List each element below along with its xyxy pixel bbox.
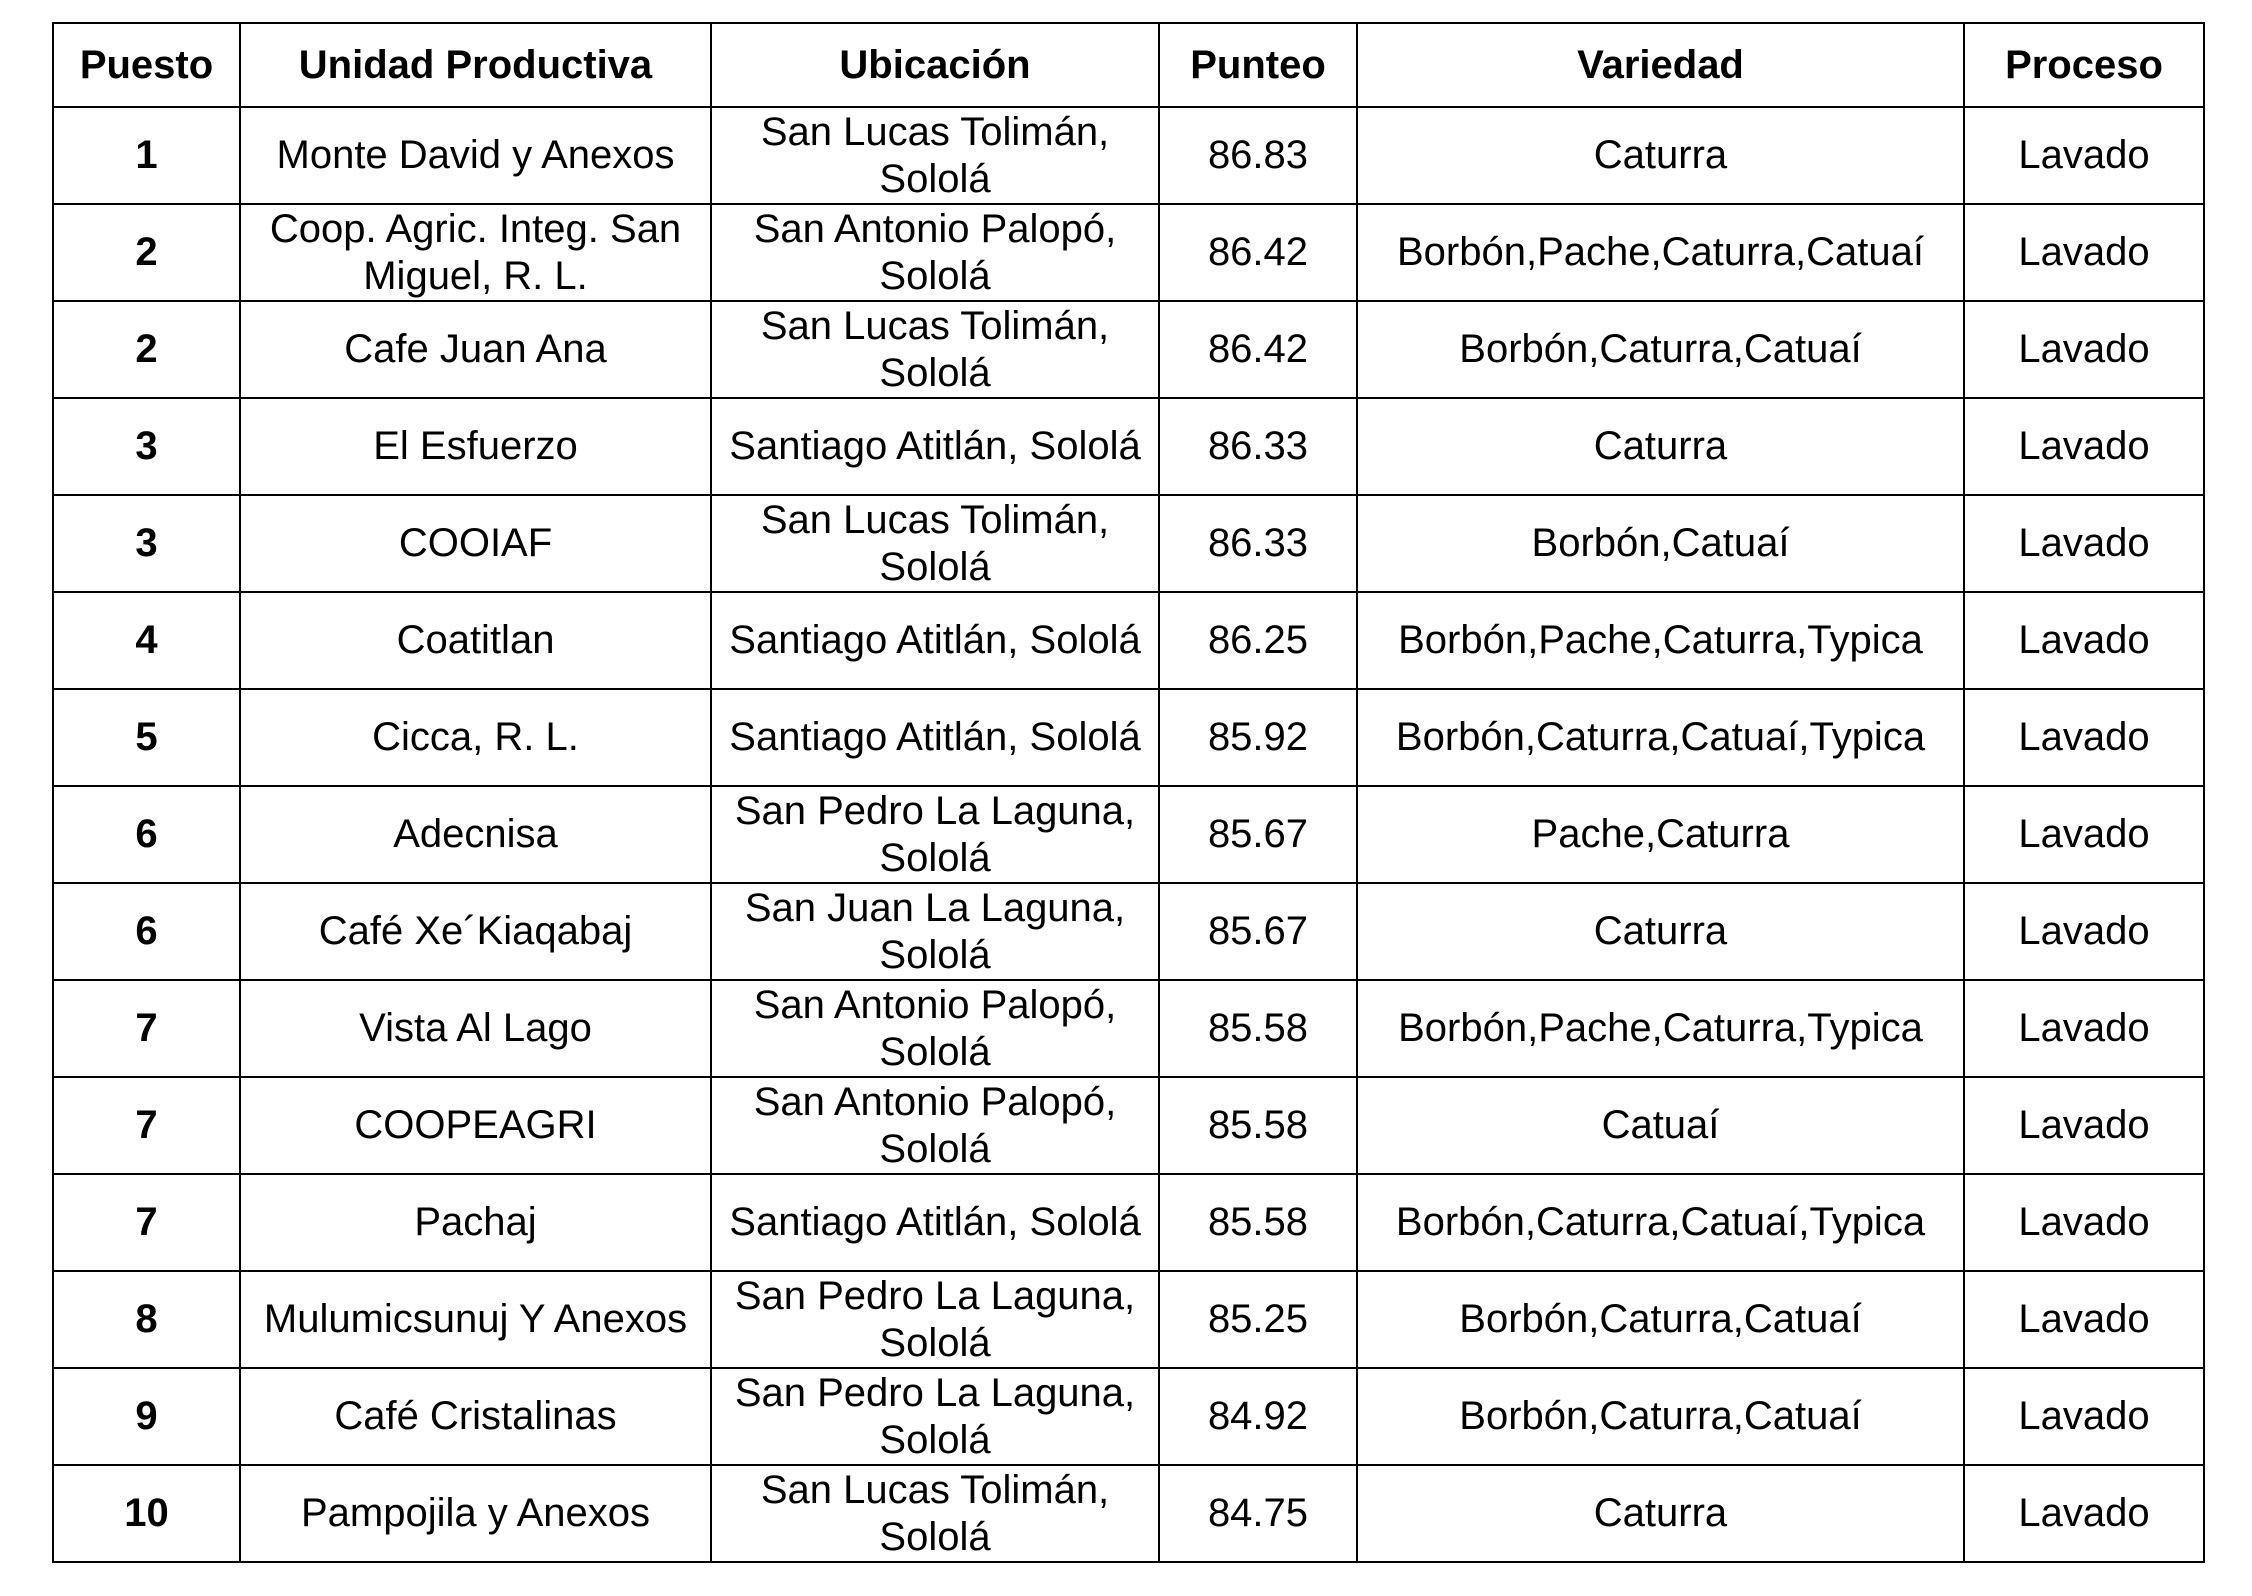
cell-unit: Cafe Juan Ana — [240, 301, 711, 398]
cell-rank: 7 — [53, 1174, 240, 1271]
cell-variety: Borbón,Pache,Caturra,Typica — [1357, 592, 1964, 689]
cell-variety: Caturra — [1357, 398, 1964, 495]
cell-rank: 7 — [53, 980, 240, 1077]
cell-process: Lavado — [1964, 1271, 2204, 1368]
cell-unit: COOIAF — [240, 495, 711, 592]
cell-unit: El Esfuerzo — [240, 398, 711, 495]
cell-score: 85.67 — [1159, 786, 1357, 883]
cell-rank: 1 — [53, 107, 240, 204]
cell-score: 84.92 — [1159, 1368, 1357, 1465]
cell-rank: 4 — [53, 592, 240, 689]
cell-unit: Coop. Agric. Integ. San Miguel, R. L. — [240, 204, 711, 301]
cell-rank: 10 — [53, 1465, 240, 1562]
cell-unit: Café Cristalinas — [240, 1368, 711, 1465]
table-row — [53, 1368, 2204, 1465]
cell-process: Lavado — [1964, 204, 2204, 301]
cell-process: Lavado — [1964, 786, 2204, 883]
cell-rank: 6 — [53, 786, 240, 883]
cell-location: San Lucas Tolimán, Sololá — [711, 107, 1159, 204]
header-rank: Puesto — [53, 23, 240, 107]
cell-location: San Pedro La Laguna, Sololá — [711, 786, 1159, 883]
table-row — [53, 204, 2204, 301]
cell-variety: Borbón,Caturra,Catuaí,Typica — [1357, 689, 1964, 786]
header-unit: Unidad Productiva — [240, 23, 711, 107]
cell-unit: COOPEAGRI — [240, 1077, 711, 1174]
cell-score: 86.33 — [1159, 495, 1357, 592]
cell-rank: 3 — [53, 398, 240, 495]
cell-score: 85.67 — [1159, 883, 1357, 980]
table-row — [53, 883, 2204, 980]
results-table — [52, 22, 2205, 1563]
cell-rank: 2 — [53, 301, 240, 398]
header-variety: Variedad — [1357, 23, 1964, 107]
header-row — [53, 23, 2204, 107]
cell-variety: Borbón,Caturra,Catuaí — [1357, 1271, 1964, 1368]
cell-variety: Caturra — [1357, 107, 1964, 204]
table-row — [53, 495, 2204, 592]
cell-location: San Pedro La Laguna, Sololá — [711, 1368, 1159, 1465]
cell-location: Santiago Atitlán, Sololá — [711, 1174, 1159, 1271]
cell-rank: 5 — [53, 689, 240, 786]
cell-variety: Borbón,Caturra,Catuaí — [1357, 1368, 1964, 1465]
header-score: Punteo — [1159, 23, 1357, 107]
table-row — [53, 1174, 2204, 1271]
table-row — [53, 1077, 2204, 1174]
cell-variety: Borbón,Caturra,Catuaí — [1357, 301, 1964, 398]
cell-score: 85.58 — [1159, 1174, 1357, 1271]
cell-score: 84.75 — [1159, 1465, 1357, 1562]
cell-unit: Mulumicsunuj Y Anexos — [240, 1271, 711, 1368]
cell-process: Lavado — [1964, 301, 2204, 398]
cell-score: 86.83 — [1159, 107, 1357, 204]
table-row — [53, 398, 2204, 495]
table-row — [53, 592, 2204, 689]
cell-location: San Antonio Palopó, Sololá — [711, 980, 1159, 1077]
table-row — [53, 1271, 2204, 1368]
table-row — [53, 786, 2204, 883]
table-row — [53, 1465, 2204, 1562]
cell-unit: Cicca, R. L. — [240, 689, 711, 786]
cell-unit: Café Xe´Kiaqabaj — [240, 883, 711, 980]
cell-variety: Caturra — [1357, 883, 1964, 980]
cell-location: San Antonio Palopó, Sololá — [711, 204, 1159, 301]
cell-score: 86.25 — [1159, 592, 1357, 689]
cell-unit: Adecnisa — [240, 786, 711, 883]
cell-process: Lavado — [1964, 1077, 2204, 1174]
table-body — [53, 107, 2204, 1562]
cell-rank: 2 — [53, 204, 240, 301]
cell-process: Lavado — [1964, 107, 2204, 204]
cell-variety: Catuaí — [1357, 1077, 1964, 1174]
table-row — [53, 980, 2204, 1077]
cell-location: Santiago Atitlán, Sololá — [711, 689, 1159, 786]
cell-location: San Lucas Tolimán, Sololá — [711, 301, 1159, 398]
header-process: Proceso — [1964, 23, 2204, 107]
cell-location: San Juan La Laguna, Sololá — [711, 883, 1159, 980]
header-location: Ubicación — [711, 23, 1159, 107]
cell-process: Lavado — [1964, 883, 2204, 980]
cell-score: 86.42 — [1159, 204, 1357, 301]
cell-process: Lavado — [1964, 689, 2204, 786]
cell-variety: Borbón,Pache,Caturra,Typica — [1357, 980, 1964, 1077]
cell-process: Lavado — [1964, 980, 2204, 1077]
cell-process: Lavado — [1964, 1465, 2204, 1562]
cell-score: 85.25 — [1159, 1271, 1357, 1368]
cell-rank: 7 — [53, 1077, 240, 1174]
table-row — [53, 301, 2204, 398]
cell-rank: 3 — [53, 495, 240, 592]
cell-location: San Pedro La Laguna, Sololá — [711, 1271, 1159, 1368]
cell-variety: Pache,Caturra — [1357, 786, 1964, 883]
cell-process: Lavado — [1964, 1174, 2204, 1271]
cell-score: 86.42 — [1159, 301, 1357, 398]
cell-process: Lavado — [1964, 495, 2204, 592]
cell-score: 85.92 — [1159, 689, 1357, 786]
cell-location: San Lucas Tolimán, Sololá — [711, 495, 1159, 592]
cell-location: Santiago Atitlán, Sololá — [711, 592, 1159, 689]
cell-score: 85.58 — [1159, 980, 1357, 1077]
cell-process: Lavado — [1964, 592, 2204, 689]
cell-unit: Monte David y Anexos — [240, 107, 711, 204]
cell-location: Santiago Atitlán, Sololá — [711, 398, 1159, 495]
cell-variety: Caturra — [1357, 1465, 1964, 1562]
cell-process: Lavado — [1964, 1368, 2204, 1465]
cell-location: San Lucas Tolimán, Sololá — [711, 1465, 1159, 1562]
cell-variety: Borbón,Catuaí — [1357, 495, 1964, 592]
cell-variety: Borbón,Pache,Caturra,Catuaí — [1357, 204, 1964, 301]
table-row — [53, 107, 2204, 204]
cell-unit: Pampojila y Anexos — [240, 1465, 711, 1562]
cell-variety: Borbón,Caturra,Catuaí,Typica — [1357, 1174, 1964, 1271]
cell-rank: 6 — [53, 883, 240, 980]
cell-rank: 9 — [53, 1368, 240, 1465]
table-header — [53, 23, 2204, 107]
cell-location: San Antonio Palopó, Sololá — [711, 1077, 1159, 1174]
cell-rank: 8 — [53, 1271, 240, 1368]
cell-score: 86.33 — [1159, 398, 1357, 495]
cell-unit: Pachaj — [240, 1174, 711, 1271]
table-row — [53, 689, 2204, 786]
cell-process: Lavado — [1964, 398, 2204, 495]
cell-unit: Vista Al Lago — [240, 980, 711, 1077]
cell-score: 85.58 — [1159, 1077, 1357, 1174]
cell-unit: Coatitlan — [240, 592, 711, 689]
